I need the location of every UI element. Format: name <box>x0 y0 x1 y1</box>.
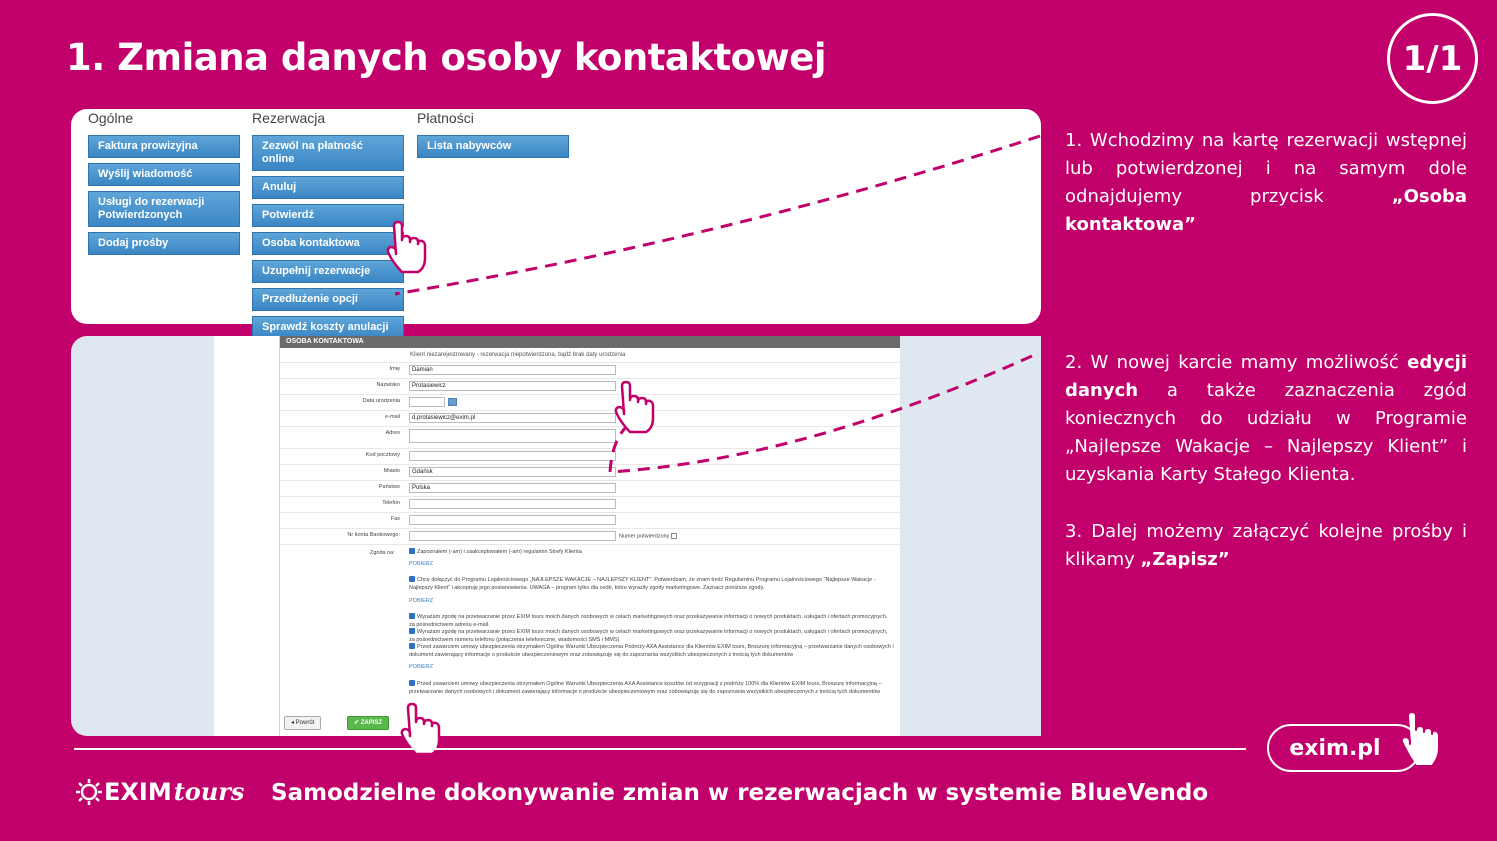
field-label: Imię <box>389 366 400 372</box>
download-link[interactable]: POBIERZ <box>409 664 434 670</box>
consent-text: Chcę dołączyć do Programu Lojalnościowego „NAJLEPSZE WAKACJE – NAJLEPSZY KLIENT”. Potwierdzam, że znam treść Regulaminu Programu Lojalnościowego "Najlepsze Wakacje - Najlepszy Klient" i akceptuję jego postanowienia. UWAGA – program tylko dla osób, które wyraziły zgody marketingowe. Zaznacz poniższe zgody. <box>409 577 876 591</box>
instruction-bold: „Zapisz” <box>1140 549 1230 570</box>
column-header: Płatności <box>417 110 474 126</box>
consent-text: Wyrażam zgodę na przetwarzanie przez EXIM tours moich danych osobowych w celach marketingowych oraz przekazywanie informacji o nowych produktach, usługach i ofertach promocyjnych, za pośrednictwem adresu e-mail. <box>409 614 888 628</box>
field-label: Kod pocztowy <box>365 452 400 458</box>
confirmed-services-button[interactable]: Usługi do rezerwacji Potwierdzonych <box>88 191 240 227</box>
download-link[interactable]: POBIERZ <box>409 598 434 604</box>
email-field[interactable]: d.protasiewicz@exim.pl <box>409 413 616 423</box>
first-name-field[interactable]: Damian <box>409 365 616 375</box>
send-message-button[interactable]: Wyślij wiadomość <box>88 163 240 186</box>
logo-text: EXIM <box>104 777 172 806</box>
consent-text: Wyrażam zgodę na przetwarzanie przez EXIM tours moich danych osobowych w celach marketingowych oraz przekazywanie informacji o nowych produktach, usługach i ofertach promocyjnych, za pośrednictwem numeru telefonu (połączenia telefoniczne, wiadomości SMS i MMS) <box>409 629 888 643</box>
add-requests-button[interactable]: Dodaj prośby <box>88 232 240 255</box>
sun-logo-icon <box>74 778 104 806</box>
hand-pointer-icon <box>388 222 425 272</box>
field-label: Miasto <box>383 468 400 474</box>
form-header: OSOBA KONTAKTOWA <box>280 336 900 348</box>
hand-pointer-icon <box>402 704 439 754</box>
footer-tagline: Samodzielne dokonywanie zmian w rezerwacjach w systemie BlueVendo <box>271 780 1209 806</box>
allow-online-payment-button[interactable]: Zezwól na płatność online <box>252 135 404 171</box>
exim-tours-logo <box>74 777 244 806</box>
field-label: Fax <box>390 516 400 522</box>
cancel-button[interactable]: Anuluj <box>252 176 404 199</box>
download-link[interactable]: POBIERZ <box>409 561 434 567</box>
field-label: Nr konta Bankowego: <box>347 532 400 538</box>
instruction-text: 3. Dalej możemy załączyć kolejne prośby i klikamy <box>1065 521 1467 570</box>
consent-text: Przed zawarciem umowy ubezpieczenia otrzymałem Ogólne Warunki Ubezpieczenia AXA Assistance kosztów od rezygnacji z podróży 100% dla Klientów EXIM tours, Broszurę informacyjną – przetwarzanie danych osobowych i dokument zawierający informacje o produkcie ubezpieczeniowym oraz zobowiązuję się do zapoznania wszystkich ubezpieczonych z treścią tych dokumentów <box>409 681 882 695</box>
instruction-bold: „Osoba kontaktowa” <box>1065 186 1467 235</box>
consent-text: Przed zawarciem umowy ubezpieczenia otrzymałem Ogólne Warunki Ubezpieczenia Podróży AXA Assistance dla Klientów EXIM tours, Broszurę informacyjną – przetwarzanie danych osobowych i dokument zawierający informacje o produkcie ubezpieczeniowym oraz zobowiązuję się do zapoznania wszystkich ubezpieczonych z treścią tych dokumentów <box>409 644 894 658</box>
consent-text: Zapoznałem (-am) i zaakceptowałem (-am) regulamin Strefy Klienta <box>417 549 582 555</box>
hand-pointer-icon <box>616 382 653 432</box>
country-field[interactable]: Polska <box>409 483 616 493</box>
field-label: Nazwisko <box>376 382 400 388</box>
field-label: Data urodzenia <box>362 398 400 404</box>
footer-divider <box>74 748 1246 750</box>
field-label: Adres <box>385 430 400 436</box>
buyers-list-button[interactable]: Lista nabywców <box>417 135 569 158</box>
field-label: e-mail <box>385 414 400 420</box>
instruction-text: 1. Wchodzimy na kartę rezerwacji wstępnej lub potwierdzonej i na samym dole odnajdujemy przycisk <box>1065 130 1467 207</box>
field-label: Numer potwierdzony <box>619 533 670 540</box>
confirm-button[interactable]: Potwierdź <box>252 204 404 227</box>
website-link[interactable]: exim.pl <box>1267 724 1421 772</box>
last-name-field[interactable]: Protasiewicz <box>409 381 616 391</box>
complete-reservations-button[interactable]: Uzupełnij rezerwacje <box>252 260 404 283</box>
instruction-text: 2. W nowej karcie mamy możliwość <box>1065 352 1408 373</box>
column-header: Rezerwacja <box>252 110 326 126</box>
field-label: Państwo <box>378 484 400 490</box>
slide-title: 1. Zmiana danych osoby kontaktowej <box>66 36 827 79</box>
save-button[interactable]: ✔ ZAPISZ <box>347 716 389 730</box>
page-counter: 1/1 <box>1387 13 1478 104</box>
instruction-bold: edycji danych <box>1065 352 1467 401</box>
contact-person-button[interactable]: Osoba kontaktowa <box>252 232 404 255</box>
extend-option-button[interactable]: Przedłużenie opcji <box>252 288 404 311</box>
consent-label: Zgoda na: <box>370 550 395 556</box>
instruction-text: a także zaznaczenia zgód koniecznych do udziału w Programie „Najlepsze Wakacje – Najlepszy Klient” i uzyskania Karty Stałego Klienta. <box>1065 380 1467 485</box>
logo-text-tours: tours <box>173 777 245 806</box>
form-note: Klient niezarejestrowany - rezerwacja niepotwierdzona, bądź brak daty urodzenia <box>410 352 626 358</box>
dashed-connector-1 <box>395 136 1040 294</box>
field-label: Telefon <box>382 500 400 506</box>
column-header: Ogólne <box>88 110 134 126</box>
dashed-connector-2 <box>610 356 1032 472</box>
city-field[interactable]: Gdańsk <box>409 467 616 477</box>
check-cancellation-costs-button[interactable]: Sprawdź koszty anulacji <box>252 316 404 339</box>
back-button[interactable]: ◂ Powrót <box>284 716 321 730</box>
commission-invoice-button[interactable]: Faktura prowizyjna <box>88 135 240 158</box>
